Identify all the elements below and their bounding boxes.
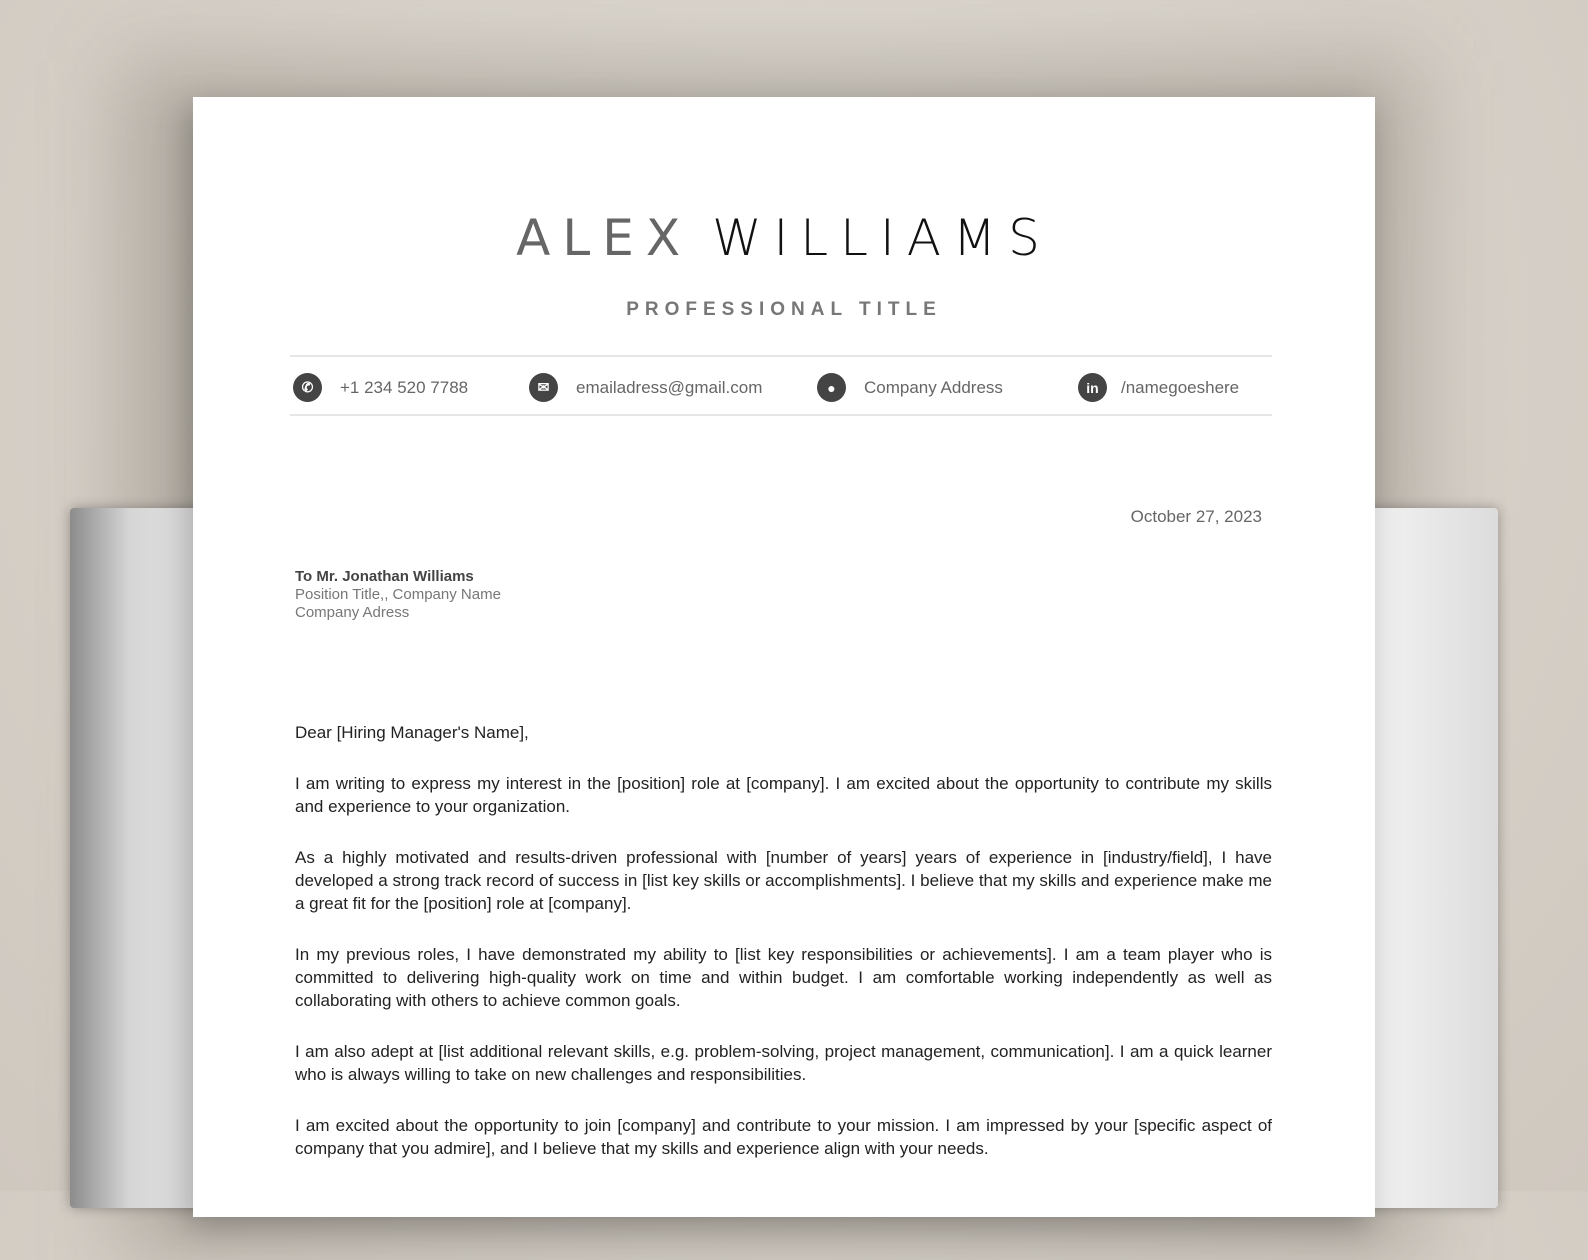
first-name: ALEX xyxy=(516,209,693,267)
linkedin-text: /namegoeshere xyxy=(1121,377,1240,397)
salutation: Dear [Hiring Manager's Name], xyxy=(295,723,529,742)
contact-bar xyxy=(290,355,1272,416)
recipient-position: Position Title,, Company Name xyxy=(295,586,501,603)
paragraph: I am excited about the opportunity to join [company] and contribute to your mission. I am impressed by your [specific aspect of company that you admire], and I believe that my skills and experience align with your needs. xyxy=(295,1116,1272,1158)
paragraph: I am also adept at [list additional relevant skills, e.g. problem-solving, project management, communication]. I am a quick learner who is always willing to take on new challenges and responsibilities. xyxy=(295,1042,1272,1084)
recipient-block xyxy=(295,568,501,622)
letter-date: October 27, 2023 xyxy=(1130,507,1262,526)
phone-icon: ✆ xyxy=(293,373,322,402)
contact-address xyxy=(817,373,1003,402)
contact-email xyxy=(529,373,762,402)
applicant-name xyxy=(193,209,1375,267)
contact-phone xyxy=(293,373,468,402)
address-text: Company Address xyxy=(864,377,1003,397)
professional-title: PROFESSIONAL TITLE xyxy=(626,299,942,320)
cover-letter-page xyxy=(193,97,1375,1217)
recipient-name: To Mr. Jonathan Williams xyxy=(295,568,474,585)
recipient-address: Company Adress xyxy=(295,604,410,621)
contact-linkedin xyxy=(1078,373,1239,402)
last-name: WILLIAMS xyxy=(712,209,1052,267)
email-text: emailadress@gmail.com xyxy=(576,377,763,397)
paragraph: As a highly motivated and results-driven professional with [number of years] years of experience in [industry/field], I have developed a strong track record of success in [list key skills or accomplishments]. I believe that my skills and experience make me a great fit for the [position] role at [company]. xyxy=(295,848,1272,913)
location-icon: ● xyxy=(817,373,846,402)
paragraph: I am writing to express my interest in the [position] role at [company]. I am excited about the opportunity to contribute my skills and experience to your organization. xyxy=(295,774,1272,816)
paragraph: In my previous roles, I have demonstrated my ability to [list key responsibilities or achievements]. I am a team player who is committed to delivering high-quality work on time and within budget. I am comfortable working independently as well as collaborating with others to achieve common goals. xyxy=(295,945,1272,1010)
email-icon: ✉ xyxy=(529,373,558,402)
phone-text: +1 234 520 7788 xyxy=(340,377,469,397)
letter-body xyxy=(295,721,1272,1188)
linkedin-icon: in xyxy=(1078,373,1107,402)
